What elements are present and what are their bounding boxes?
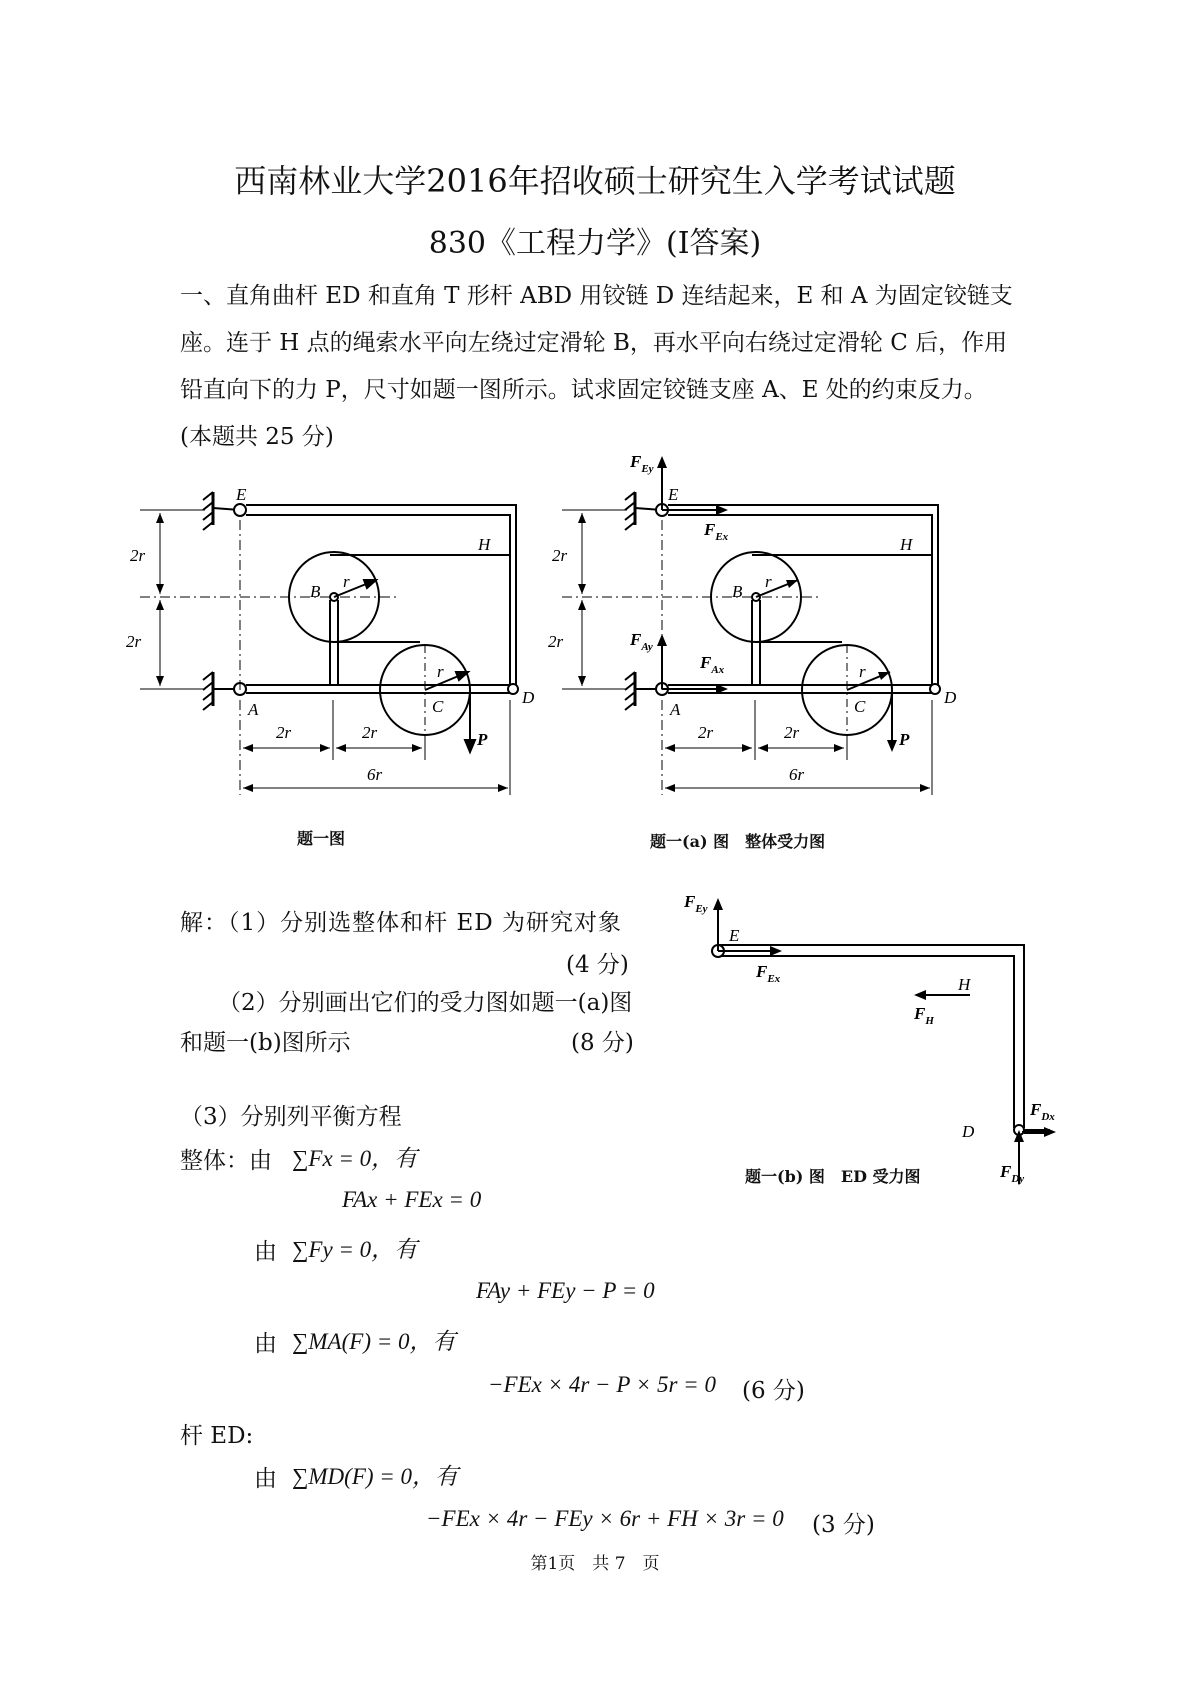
label-D: D (522, 688, 535, 707)
label-r-a: r (765, 572, 772, 591)
label-B-a: B (732, 582, 743, 601)
label-A-a: A (670, 700, 681, 719)
sum-md: ∑MD(F) = 0，有 (292, 1464, 459, 1489)
dim-2r-b-a: 2r (784, 723, 800, 742)
force-FEx-a: $F_{Ex}$ (704, 520, 729, 543)
sum-ma: ∑MA(F) = 0，有 (292, 1329, 456, 1354)
label-D-b: D (962, 1122, 975, 1141)
solution-step-3: （3）分别列平衡方程 (180, 1104, 402, 1130)
label-H: H (478, 535, 491, 554)
label-P-a: P (899, 730, 910, 749)
page-footer: 第1页 共 7 页 (530, 1554, 660, 1574)
solution-step-2a: （2）分别画出它们的受力图如题一(a)图 (218, 990, 633, 1016)
sum-fy: ∑Fy = 0，有 (292, 1237, 418, 1262)
equation-1: FAx + FEx = 0 (342, 1187, 482, 1212)
dim-2r-a-a: 2r (698, 723, 714, 742)
figure-2-caption: 题一(a) 图 整体受力图 (650, 832, 826, 851)
label-E-b: E (729, 926, 740, 945)
label-P: P (477, 730, 488, 749)
rod-intro: 杆 ED: (180, 1423, 254, 1449)
you-label-2: 由 (254, 1331, 277, 1357)
label-E-a: E (668, 485, 679, 504)
dim-2r-bottom-a: 2r (548, 632, 564, 651)
label-C: C (432, 697, 444, 716)
force-FH-b: $F_H$ (914, 1004, 934, 1027)
label-E: E (236, 485, 247, 504)
force-FAy-a: $F_{Ay}$ (630, 630, 653, 653)
dim-2r-bottom: 2r (126, 632, 142, 651)
equation-4: −FEx × 4r − FEy × 6r + FH × 3r = 0 (426, 1506, 784, 1531)
label-r2: r (437, 662, 444, 681)
sum-fx: ∑Fx = 0，有 (292, 1146, 418, 1171)
force-FAx-a: $F_{Ax}$ (700, 653, 725, 676)
dim-6r-a: 6r (789, 765, 805, 784)
label-D-a: D (944, 688, 957, 707)
force-FDx-b: $F_{Dx}$ (1030, 1100, 1055, 1123)
figure-1-caption: 题一图 (297, 829, 346, 848)
force-FEy-b: $F_{Ey}$ (684, 892, 708, 915)
you-label-3: 由 (254, 1466, 277, 1492)
equation-3: −FEx × 4r − P × 5r = 0 (488, 1372, 716, 1397)
dim-2r-b: 2r (362, 723, 378, 742)
force-FDy-b: $F_{Dy}$ (1000, 1162, 1025, 1185)
dim-6r: 6r (367, 765, 383, 784)
equation-4-score: (3 分) (812, 1512, 875, 1538)
dim-2r-top-a: 2r (552, 546, 568, 565)
solution-step-2-score: (8 分) (571, 1030, 634, 1056)
label-C-a: C (854, 697, 866, 716)
problem-statement: 一、直角曲杆 ED 和直角 T 形杆 ABD 用铰链 D 连结起来，E 和 A 为固定铰链支座。连于 H 点的绳索水平向左绕过定滑轮 B，再水平向右绕过定滑轮 C 后，作用铅直向下的力 P，尺寸如题一图所示。试求固定铰链支座 A、E 处的约束反力。(本题共 25 分) (180, 283, 1013, 450)
solution-step-1: 解：（1）分别选整体和杆 ED 为研究对象 (180, 910, 622, 936)
you-label-1: 由 (254, 1239, 277, 1265)
dim-2r-top: 2r (130, 546, 146, 565)
figure-3-caption: 题一(b) 图 ED 受力图 (745, 1167, 921, 1186)
label-B: B (310, 582, 321, 601)
exam-subtitle: 830《工程力学》(I答案) (428, 226, 762, 261)
whole-intro: 整体：由 (180, 1148, 272, 1174)
exam-title: 西南林业大学2016年招收硕士研究生入学考试试题 (234, 162, 956, 200)
label-H-a: H (900, 535, 913, 554)
label-r: r (343, 572, 350, 591)
label-H-b: H (958, 975, 971, 994)
solution-step-2b: 和题一(b)图所示 (180, 1030, 351, 1056)
force-FEy-a: $F_{Ey}$ (630, 452, 654, 475)
label-A: A (248, 700, 259, 719)
label-r2-a: r (859, 662, 866, 681)
equation-2: FAy + FEy − P = 0 (476, 1278, 655, 1303)
equation-3-score: (6 分) (742, 1378, 805, 1404)
dim-2r-a: 2r (276, 723, 292, 742)
force-FEx-b: $F_{Ex}$ (756, 962, 781, 985)
solution-step-1-score: (4 分) (566, 952, 629, 978)
